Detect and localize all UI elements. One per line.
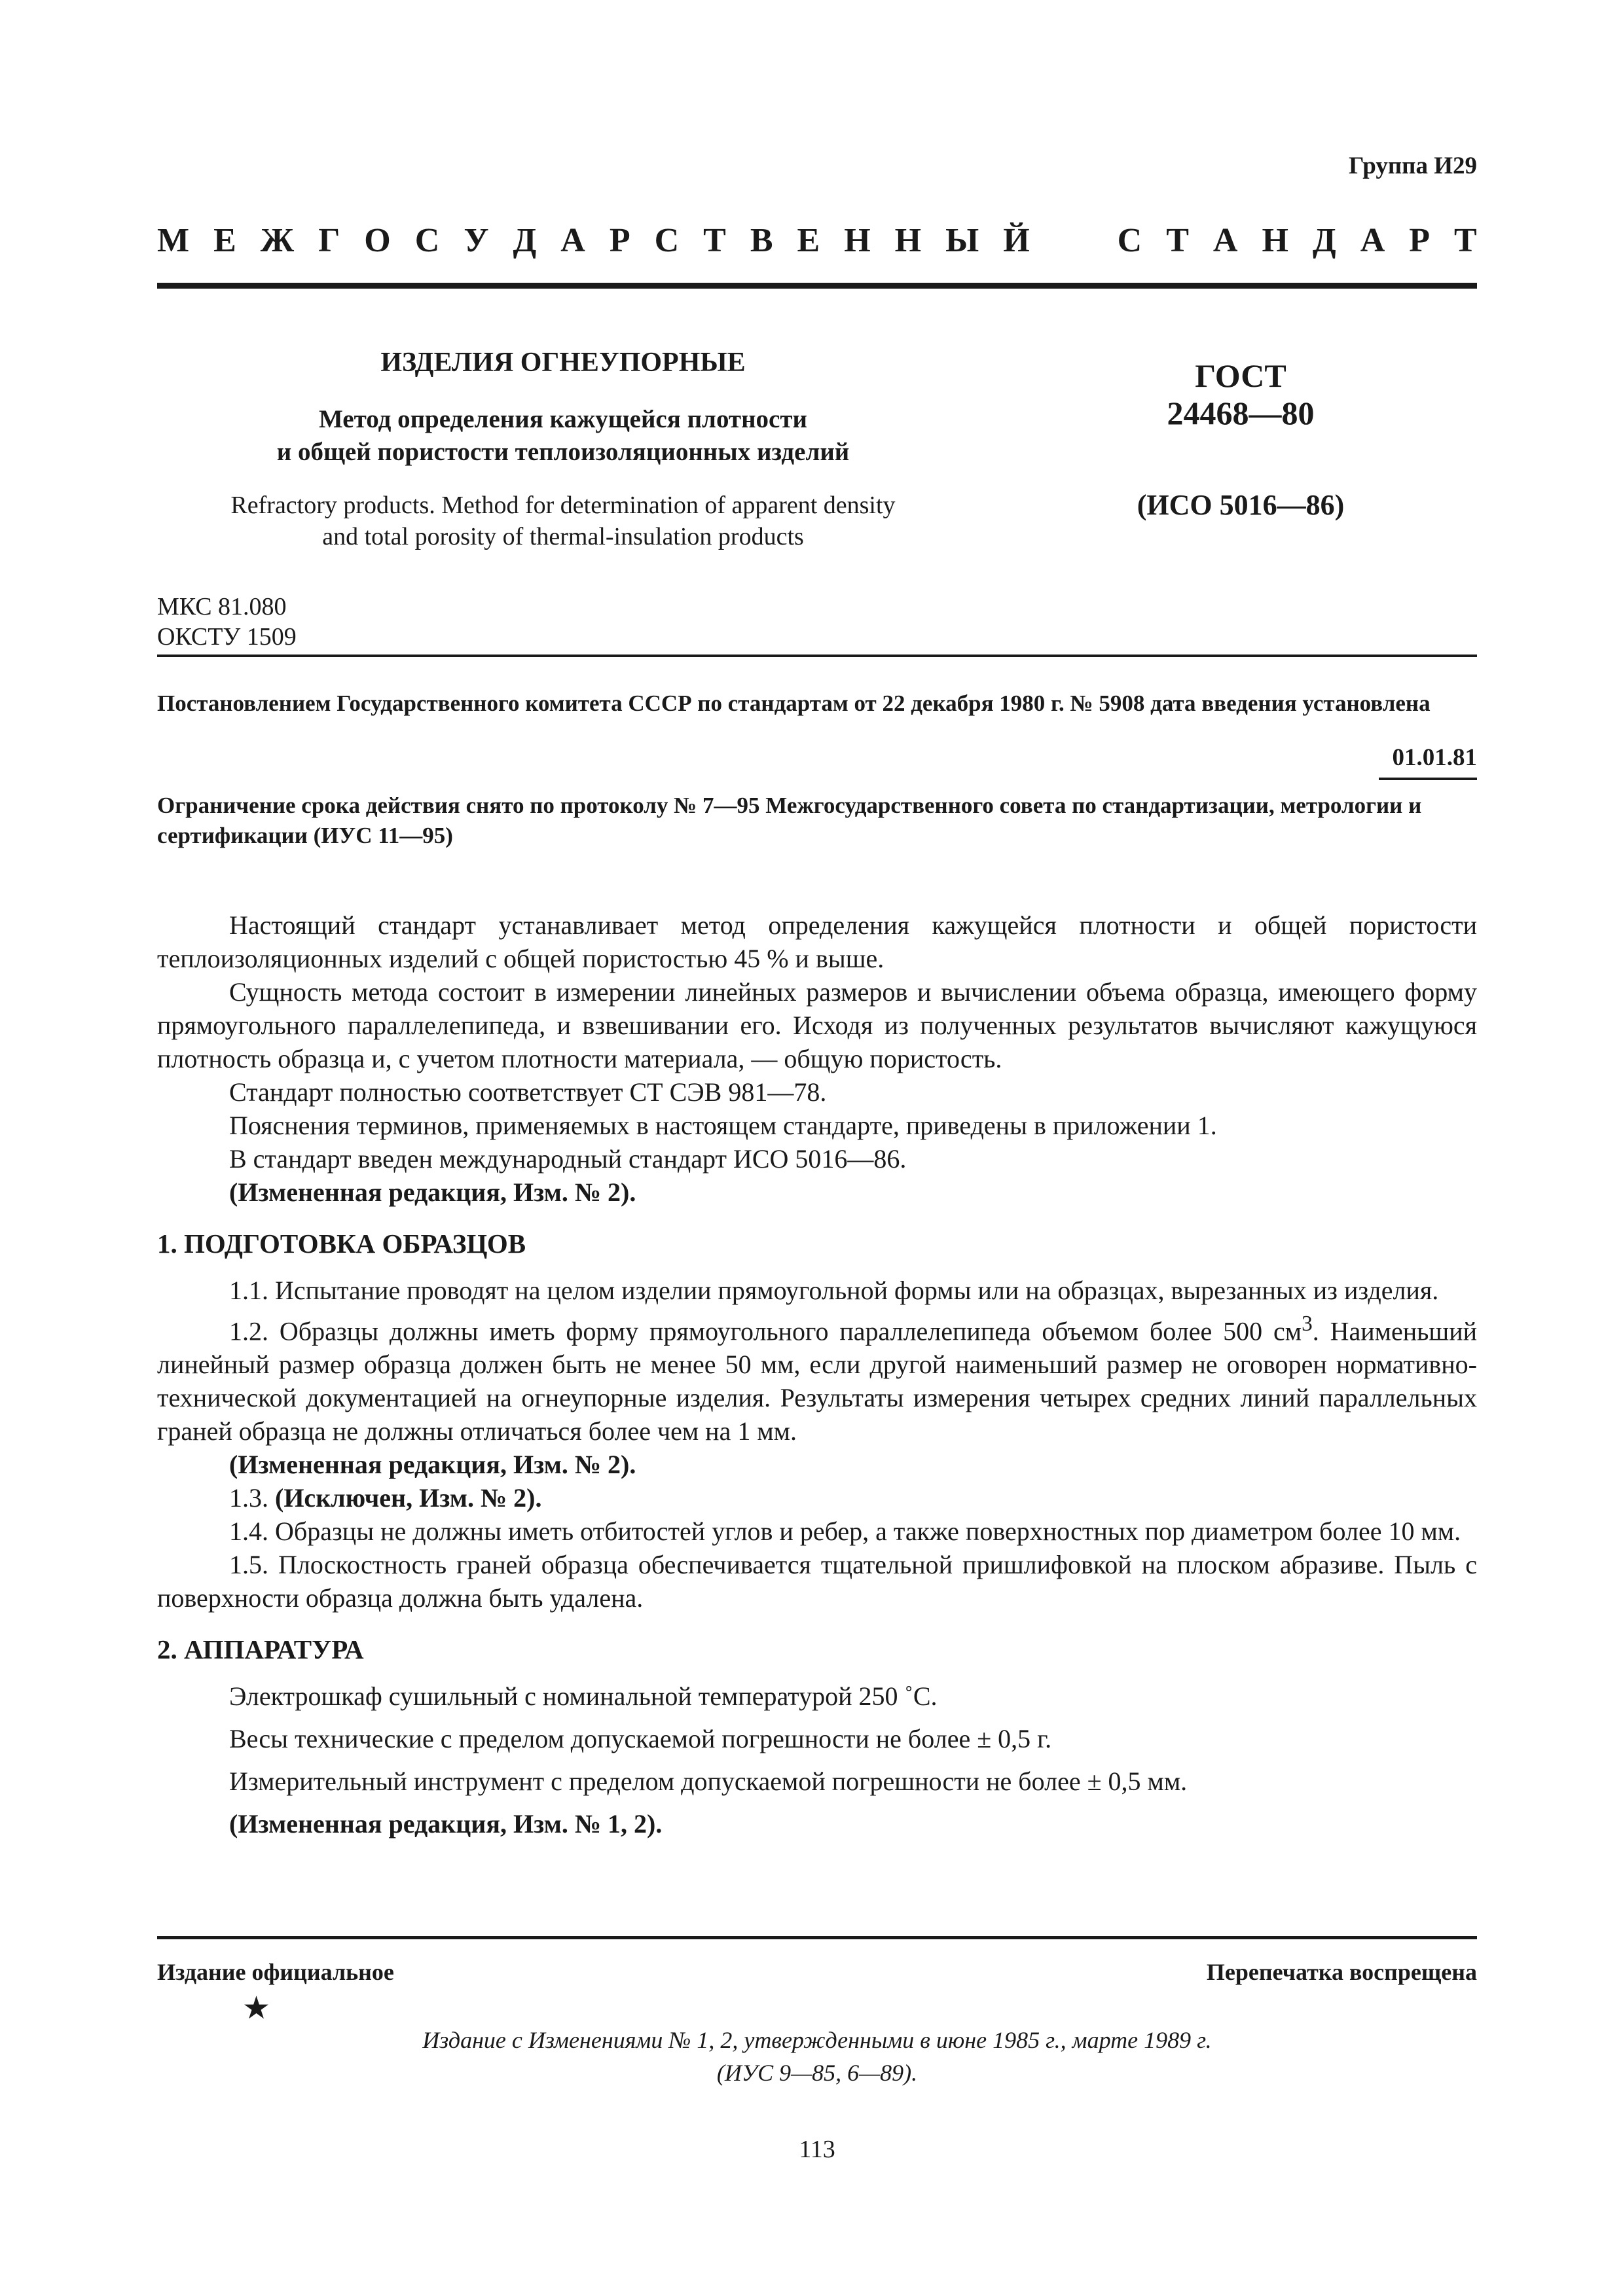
title-block (157, 347, 969, 552)
heading-letter: Т (1166, 222, 1189, 259)
iso-reference: (ИСО 5016—86) (1137, 489, 1345, 521)
heading-letter: Т (703, 222, 726, 259)
heading-letter: Р (609, 222, 630, 259)
document-body (157, 908, 1477, 1840)
heading-letter: Н (844, 222, 871, 259)
document-subtitle-line2: и общей пористости теплоизоляционных изделий (276, 438, 850, 466)
codes-rule (157, 655, 1477, 657)
limit-removal-text: Ограничение срока действия снято по протоколу № 7—95 Межгосударственного совета по стандартизации, метрологии и сертификации (ИУС 11—95) (157, 793, 1422, 848)
interstate-standard-heading (157, 221, 1477, 260)
edition-line2: (ИУС 9—85, 6—89). (716, 2060, 918, 2086)
heading-letter: Ж (260, 222, 295, 259)
amendment-note: (Измененная редакция, Изм. № 2). (229, 1450, 636, 1480)
group-code: Группа И29 (1349, 152, 1477, 179)
edition-line1: Издание с Изменениями № 1, 2, утвержденными в июне 1985 г., марте 1989 г. (422, 2027, 1212, 2053)
clause-1-2 (157, 1307, 1477, 1448)
heading-letter: Й (1003, 222, 1030, 259)
intro-paragraph: Настоящий стандарт устанавливает метод определения кажущейся плотности и общей пористости теплоизоляционных изделий с общей пористостью 45 % и выше. (157, 910, 1477, 973)
heading-letter: Ы (945, 222, 979, 259)
intro-paragraph: Пояснения терминов, применяемых в настоящем стандарте, приведены в приложении 1. (229, 1111, 1217, 1140)
amendment-note: (Измененная редакция, Изм. № 1, 2). (229, 1809, 663, 1839)
heading-letter: С (654, 222, 680, 259)
page-number: 113 (799, 2136, 835, 2163)
official-edition: Издание официальное (157, 1959, 394, 1985)
clause-1-2-text: 1.2. Образцы должны иметь форму прямоугольного параллелепипеда объемом более 500 см (229, 1316, 1302, 1346)
clause-1-4: 1.4. Образцы не должны иметь отбитостей углов и ребер, а также поверхностных пор диаметром более 10 мм. (229, 1516, 1461, 1547)
section-2-heading: 2. АППАРАТУРА (157, 1634, 364, 1665)
gost-number: 24468—80 (1167, 395, 1315, 431)
equipment-item: Измерительный инструмент с пределом допускаемой погрешности не более ± 0,5 мм. (229, 1767, 1188, 1797)
date-underline (1379, 778, 1477, 780)
intro-paragraph: Сущность метода состоит в измерении линейных размеров и вычислении объема образца, имеющего форму прямоугольного параллелепипеда, и взвешивании его. Исходя из полученных результатов вычисляют кажущуюся плотность образца и, с учетом плотности материала, — общую пористость. (157, 977, 1477, 1073)
heading-letter: М (157, 222, 190, 259)
document-subtitle-line1: Метод определения кажущейся плотности (318, 405, 807, 433)
superscript: 3 (1302, 1312, 1313, 1336)
document-page (157, 0, 1477, 2296)
clause-1-5: 1.5. Плоскостность граней образца обеспечивается тщательной пришлифовкой на плоском абразиве. Пыль с поверхности образца должна быть удалена. (157, 1550, 1477, 1613)
equipment-item: Электрошкаф сушильный с номинальной температурой 250 ˚С. (229, 1681, 938, 1712)
edition-note (157, 2024, 1477, 2089)
okstu-code: ОКСТУ 1509 (157, 623, 297, 651)
document-title: ИЗДЕЛИЯ ОГНЕУПОРНЫЕ (380, 348, 746, 378)
heading-letter: Д (513, 222, 537, 259)
equipment-item: Весы технические с пределом допускаемой погрешности не более ± 0,5 г. (229, 1724, 1052, 1754)
intro-paragraph: В стандарт введен международный стандарт ИСО 5016—86. (229, 1144, 907, 1174)
gost-label: ГОСТ (1195, 357, 1286, 394)
header-rule (157, 283, 1477, 289)
heading-letter: Н (894, 222, 922, 259)
section-1-heading: 1. ПОДГОТОВКА ОБРАЗЦОВ (157, 1229, 526, 1259)
english-title-line1: Refractory products. Method for determination of apparent density (230, 492, 896, 519)
heading-letter: Е (213, 222, 236, 259)
heading-letter: Р (1409, 222, 1431, 259)
intro-paragraph: Стандарт полностью соответствует СТ СЭВ 981—78. (229, 1077, 827, 1107)
heading-gap (1054, 221, 1093, 260)
mks-code: МКС 81.080 (157, 593, 287, 620)
english-title (157, 490, 969, 552)
heading-letter: Г (318, 222, 340, 259)
heading-letter: В (750, 222, 773, 259)
classification-codes (157, 592, 297, 652)
clause-1-1: 1.1. Испытание проводят на целом изделии прямоугольной формы или на образцах, вырезанных из изделия. (229, 1276, 1439, 1305)
star-icon: ★ (242, 1991, 271, 2026)
reprint-prohibited: Перепечатка воспрещена (1206, 1959, 1477, 1985)
heading-letter: Д (1312, 222, 1336, 259)
heading-letter: Т (1454, 222, 1477, 259)
heading-letter: Н (1262, 222, 1288, 259)
heading-letter: А (560, 222, 585, 259)
introduction-date: 01.01.81 (1392, 744, 1477, 771)
heading-letter: О (364, 222, 391, 259)
heading-letter: А (1213, 222, 1238, 259)
clause-1-2-text-cont: . Наименьший линейный размер образца должен быть не менее 50 мм, если другой наименьший размер не оговорен нормативно-технической документацией на огнеупорные изделия. Результаты измерения четырех средних линий параллельных граней образца не должны отличаться более чем на 1 мм. (157, 1316, 1477, 1446)
heading-letter: С (1117, 222, 1142, 259)
amendment-note: (Измененная редакция, Изм. № 2). (229, 1177, 636, 1207)
clause-1-3-number: 1.3. (229, 1483, 275, 1513)
heading-letter: С (414, 222, 440, 259)
heading-letter: У (464, 222, 489, 259)
heading-letter: Е (797, 222, 820, 259)
english-title-line2: and total porosity of thermal-insulation products (322, 523, 804, 550)
clause-1-3 (157, 1481, 1477, 1515)
decree-text: Постановлением Государственного комитета СССР по стандартам от 22 декабря 1980 г. № 5908 дата введения установлена (157, 691, 1431, 716)
gost-designation (1093, 357, 1388, 522)
clause-1-3-status: (Исключен, Изм. № 2). (275, 1483, 542, 1513)
heading-letter: А (1360, 222, 1385, 259)
footer-rule (157, 1936, 1477, 1939)
